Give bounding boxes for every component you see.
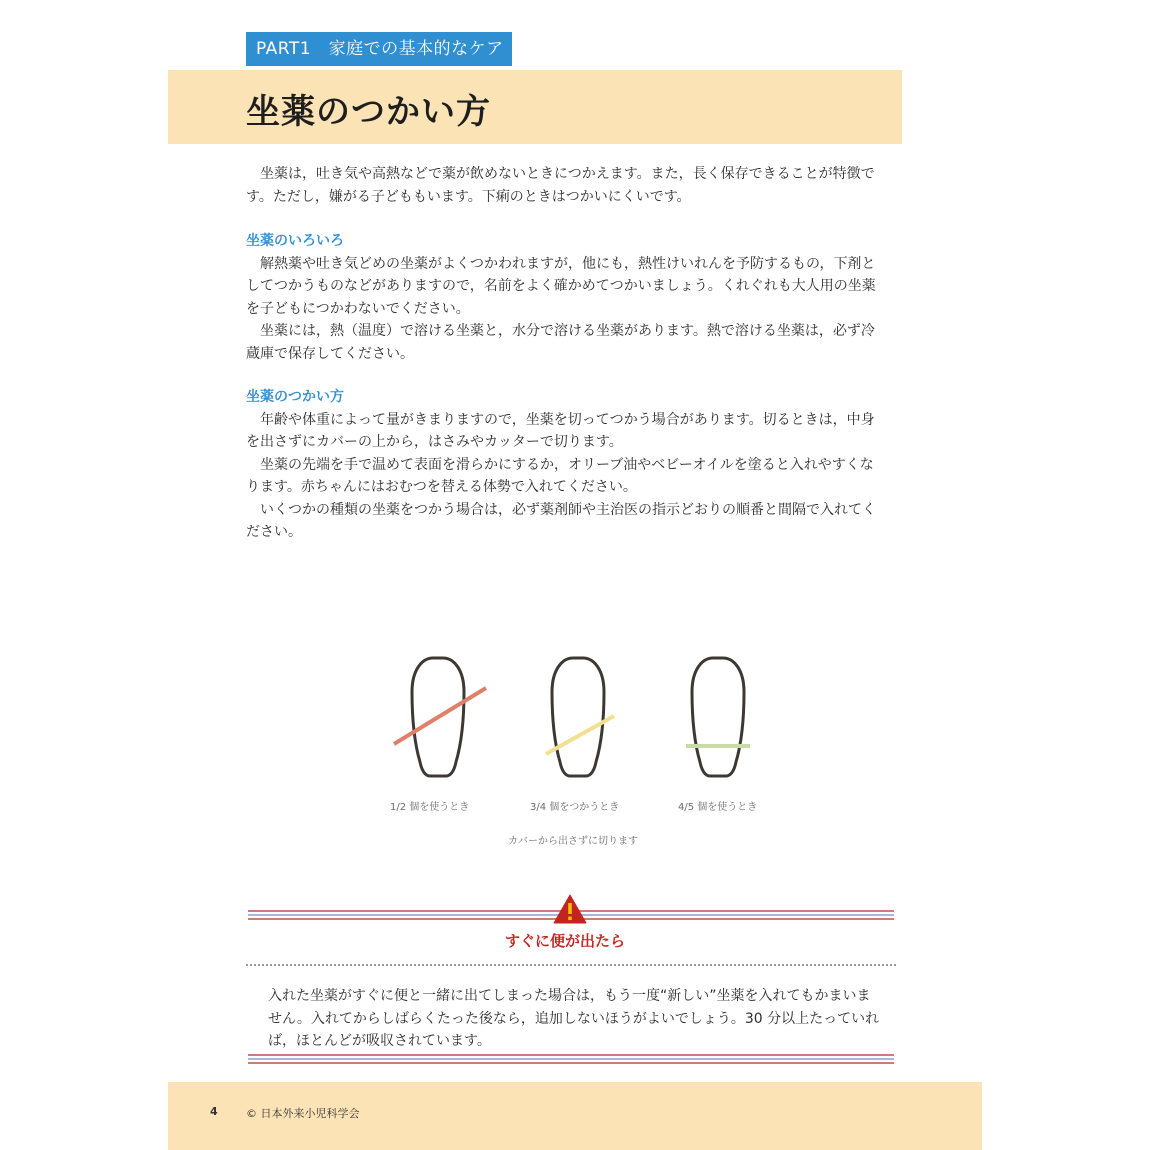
caption-half: 1/2 個を使うとき bbox=[390, 802, 470, 813]
warning-text: 入れた坐薬がすぐに便と一緒に出てしまった場合は，もう一度“新しい”坐薬を入れてもかまいません。入れてからしばらくたった後なら，追加しないほうがよいでしょう。30 分以上たっていれば，ほとんどが吸収されています。 bbox=[268, 988, 880, 1049]
copyright: © 日本外来小児科学会 bbox=[246, 1107, 360, 1120]
paragraph: 解熱薬や吐き気どめの坐薬がよくつかわれますが，他にも，熱性けいれんを予防するもの，下剤としてつかうものなどがありますので，名前をよく確かめてつかいましょう。くれぐれも大人用の坐薬を子どもにつかわないでください。 bbox=[246, 255, 876, 317]
warning-title: すぐに便が出たら bbox=[505, 932, 626, 950]
section-heading-usage: 坐薬のつかい方 bbox=[246, 389, 344, 405]
paragraph: いくつかの種類の坐薬をつかう場合は，必ず薬剤師や主治医の指示どおりの順番と間隔で入れてください。 bbox=[246, 501, 876, 540]
caption-four-fifth: 4/5 個を使うとき bbox=[678, 802, 758, 813]
page-number: 4 bbox=[210, 1105, 218, 1118]
section-heading-variety: 坐薬のいろいろ bbox=[246, 233, 344, 249]
suppository-outline bbox=[692, 658, 744, 776]
suppository-outline bbox=[552, 658, 604, 776]
dotted-divider bbox=[246, 964, 896, 966]
caption-three-quarter: 3/4 個をつかうとき bbox=[530, 802, 620, 813]
warning-icon bbox=[553, 894, 587, 924]
suppository-cutting-figure bbox=[370, 650, 790, 860]
paragraph: 年齢や体重によって量がきまりますので，坐薬を切ってつかう場合があります。切るときは，中身を出さずにカバーの上から，はさみやカッターで切ります。 bbox=[246, 411, 875, 450]
cut-line-three-quarter bbox=[546, 716, 614, 754]
main-body bbox=[246, 163, 886, 544]
figure-caption: カバーから出さずに切ります bbox=[508, 836, 638, 847]
part-label: PART1 家庭での基本的なケア bbox=[246, 32, 512, 66]
intro-paragraph: 坐薬は，吐き気や高熱などで薬が飲めないときにつかえます。また，長く保存できることが特徴です。ただし，嫌がる子どももいます。下痢のときはつかいにくいです。 bbox=[246, 166, 875, 205]
paragraph: 坐薬には，熱（温度）で溶ける坐薬と，水分で溶ける坐薬があります。熱で溶ける坐薬は，必ず冷蔵庫で保存してください。 bbox=[246, 323, 875, 362]
page-title: 坐薬のつかい方 bbox=[246, 92, 491, 132]
divider-bottom bbox=[248, 1054, 894, 1064]
suppository-illustration bbox=[370, 650, 790, 790]
paragraph: 坐薬の先端を手で温めて表面を滑らかにするか，オリーブ油やベビーオイルを塗ると入れやすくなります。赤ちゃんにはおむつを替える体勢で入れてください。 bbox=[246, 456, 874, 495]
cut-line-half bbox=[394, 688, 486, 744]
